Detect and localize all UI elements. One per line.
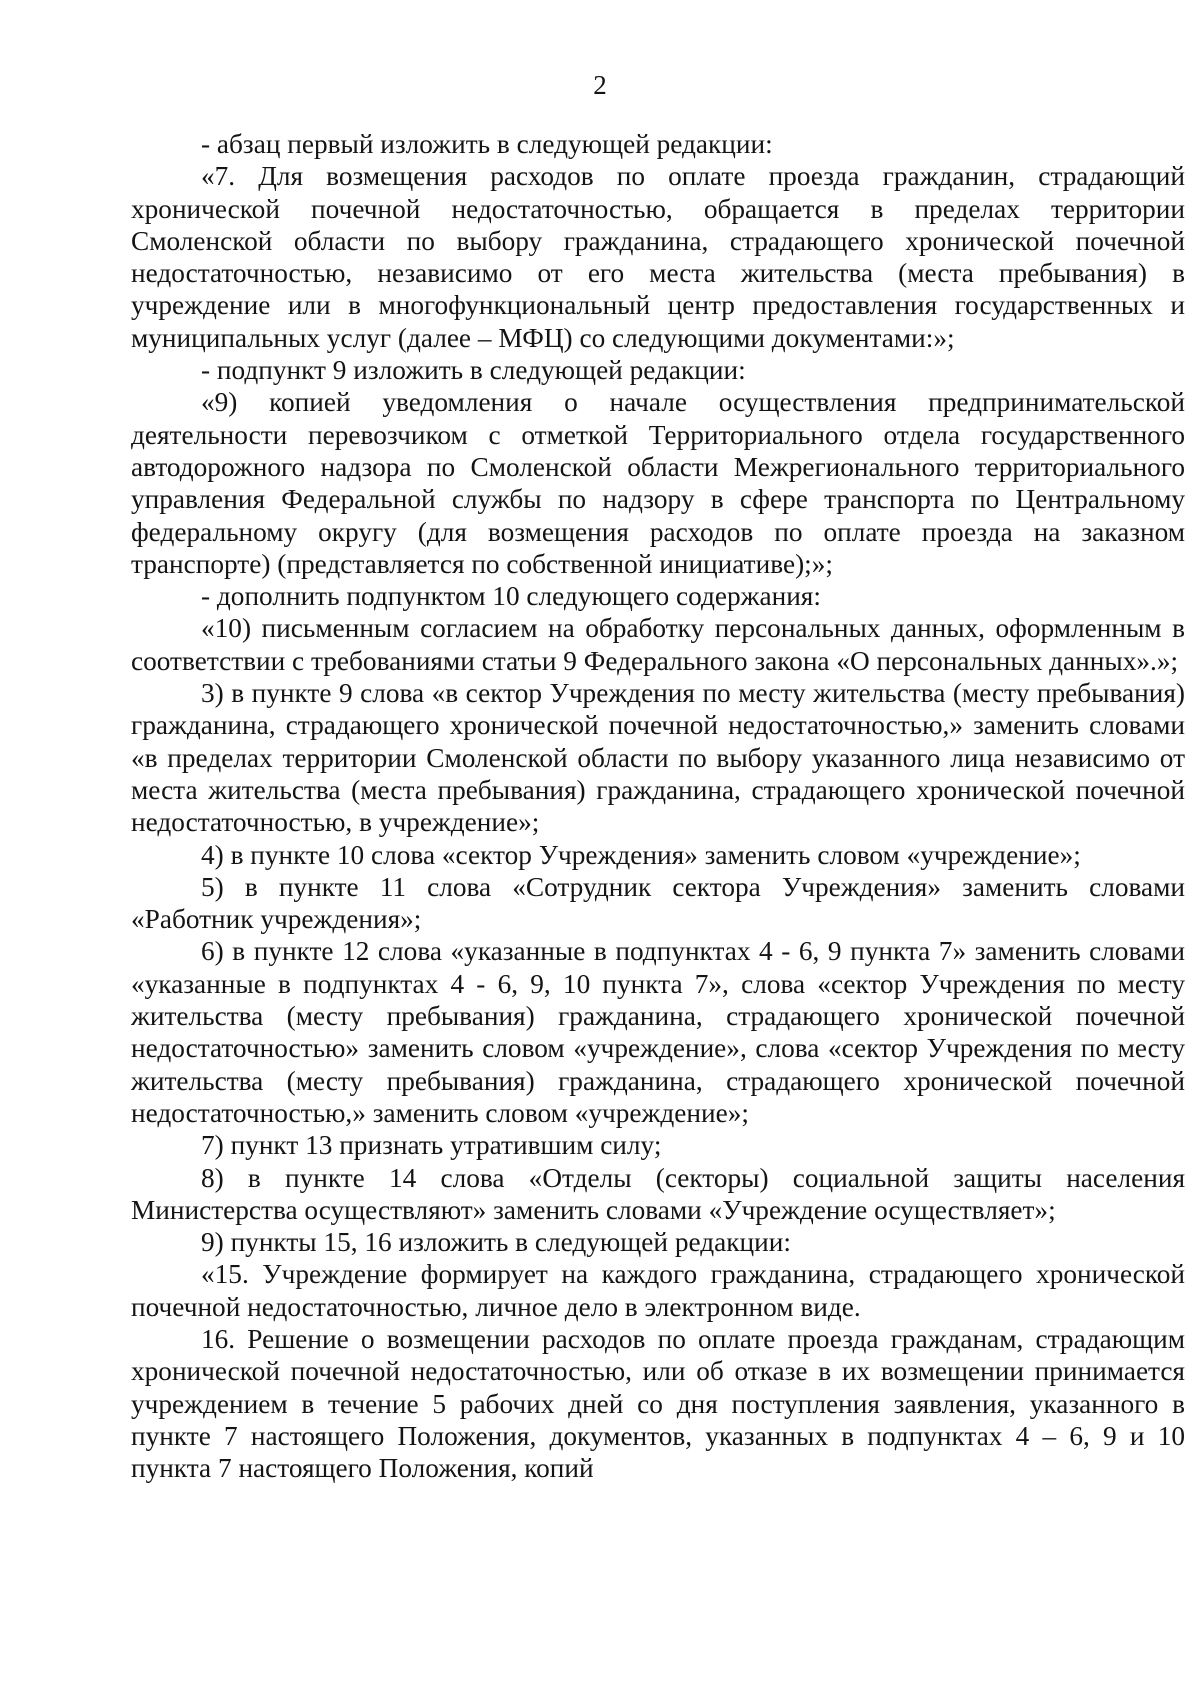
paragraph: «15. Учреждение формирует на каждого гражданина, страдающего хронической почечной недостаточностью, личное дело в электронном виде. [131, 1259, 1185, 1322]
paragraph: 6) в пункте 12 слова «указанные в подпунктах 4 - 6, 9 пункта 7» заменить словами «указанные в подпунктах 4 - 6, 9, 10 пункта 7», слова «сектор Учреждения по месту жительства (месту пребывания) гражданина, страдающего хронической почечной недостаточностью» заменить словом «учреждение», слова «сектор Учреждения по месту жительства (месту пребывания) гражданина, страдающего хронической почечной недостаточностью,» заменить словом «учреждение»; [131, 936, 1185, 1128]
paragraph: «9) копией уведомления о начале осуществления предпринимательской деятельности перевозчиком с отметкой Территориального отдела государственного автодорожного надзора по Смоленской области Межрегионального территориального управления Федеральной службы по надзору в сфере транспорта по Центральному федеральному округу (для возмещения расходов по оплате проезда на заказном транспорте) (представляется по собственной инициативе);»; [131, 387, 1185, 579]
paragraph: 4) в пункте 10 слова «сектор Учреждения» заменить словом «учреждение»; [201, 839, 1081, 870]
document-body [131, 128, 1185, 1484]
paragraph: - подпункт 9 изложить в следующей редакции: [201, 355, 746, 386]
paragraph: 7) пункт 13 признать утратившим силу; [201, 1130, 662, 1161]
paragraph: - абзац первый изложить в следующей редакции: [201, 129, 773, 159]
paragraph: 5) в пункте 11 слова «Сотрудник сектора Учреждения» заменить словами «Работник учреждения»; [131, 871, 1185, 935]
page-number: 2 [593, 70, 607, 100]
paragraph: «7. Для возмещения расходов по оплате проезда гражданин, страдающий хронической почечной недостаточностью, обращается в пределах территории Смоленской области по выбору гражданина, страдающего хронической почечной недостаточностью, независимо от его места жительства (места пребывания) в учреждение или в многофункциональный центр предоставления государственных и муниципальных услуг (далее – МФЦ) со следующими документами:»; [131, 161, 1185, 353]
paragraph: - дополнить подпунктом 10 следующего содержания: [201, 581, 821, 612]
paragraph: 16. Решение о возмещении расходов по оплате проезда гражданам, страдающим хронической почечной недостаточностью, или об отказе в их возмещении принимается учреждением в течение 5 рабочих дней со дня поступления заявления, указанного в пункте 7 настоящего Положения, документов, указанных в подпунктах 4 – 6, 9 и 10 пункта 7 настоящего Положения, копий [131, 1323, 1185, 1484]
paragraph: «10) письменным согласием на обработку персональных данных, оформленным в соответствии с требованиями статьи 9 Федерального закона «О персональных данных».»; [131, 613, 1185, 676]
paragraph: 8) в пункте 14 слова «Отделы (секторы) социальной защиты населения Министерства осуществляют» заменить словами «Учреждение осуществляет»; [131, 1162, 1185, 1225]
paragraph: 9) пункты 15, 16 изложить в следующей редакции: [201, 1227, 791, 1258]
paragraph: 3) в пункте 9 слова «в сектор Учреждения по месту жительства (месту пребывания) гражданина, страдающего хронической почечной недостаточностью,» заменить словами «в пределах территории Смоленской области по выбору указанного лица независимо от места жительства (места пребывания) гражданина, страдающего хронической почечной недостаточностью, в учреждение»; [131, 678, 1185, 838]
